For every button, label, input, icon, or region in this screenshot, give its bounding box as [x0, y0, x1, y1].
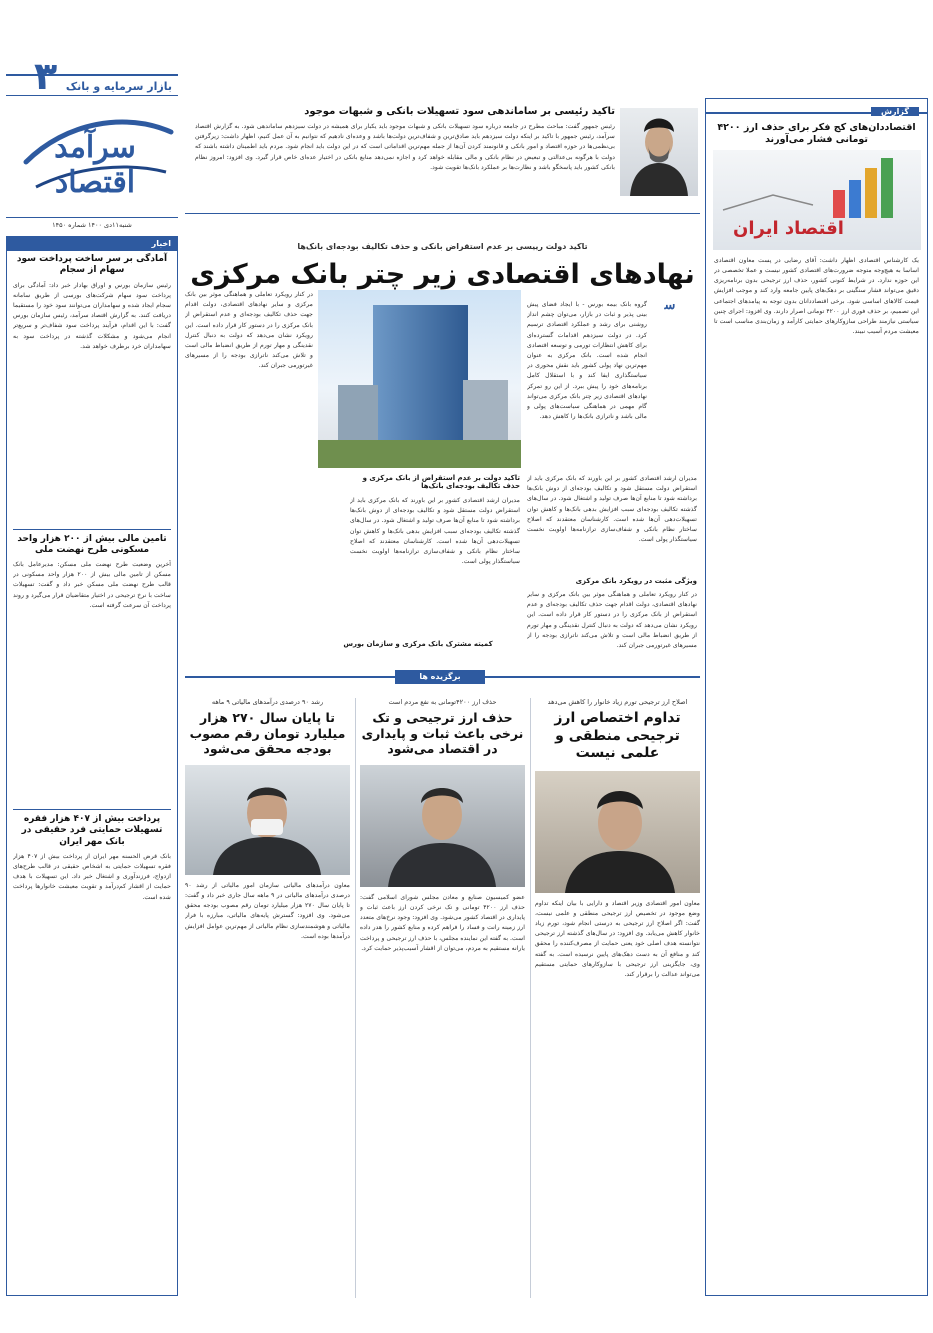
- report-image-caption: اقتصاد ایران: [733, 217, 844, 239]
- top-story-body: رئیس جمهور گفت: مباحث مطرح در جامعه درباره سود تسهیلات بانکی و شبهات موجود باید یکبار برای همیشه در دولت سیزدهم ساماندهی شود. به گزارش اقتصاد سرآمد، رئیس جمهور با تاکید بر اینکه دولت سیزدهم باید صادق‌ترین و شفاف‌ترین دولت‌ها باشد و وعده‌ای نادهیم که نتوانیم به آن عمل کنیم، اظهار داشت: زیرگرفتن بی‌نظمی‌ها در حوزه اقتصاد و امور بانکی و قانونمند کردن آن‌ها از جمله مهم‌ترین اقداماتی است که در این دولت باید انجام شود. مردم باید اطمینان داشته باشند که دولت با هرگونه بی‌عدالتی و تبعیض در نظام بانکی و مالی مقابله خواهد کرد و اجازه نمی‌دهد منابع بانکی در اختیار عده‌ای خاص قرار گیرد. وی افزود: امروز نظام بانکی کشور باید پاسخگو باشد و نظارت‌ها بر عملکرد بانک‌ها تقویت شود.: [195, 123, 615, 171]
- report-image: [713, 150, 921, 250]
- report-column: [705, 98, 928, 1296]
- main-body-col1: گروه بانک بیمه بورس - با ایجاد فضای پیش بینی پذیر و ثبات در بازار، می‌توان چشم انداز روشنی برای رشد و عملکرد اقتصادی ترسیم کرد. در دولت سیزدهم اقدامات گسترده‌ای برای کاهش انتظارات تورمی و توسعه اقتصادی انجام شده است. بانک مرکزی به عنوان مهم‌ترین نهاد پولی کشور باید نقش محوری در سیاستگذاری ایفا کند و با استقلال کامل برنامه‌های خود را پیش ببرد. از این رو تمرکز نهادهای اقتصادی زیر چتر بانک مرکزی می‌تواند گام مهمی در هماهنگی سیاست‌های پولی و مالی باشد و ناترازی بانک‌ها را کاهش دهد.: [527, 301, 647, 421]
- main-kicker: تاکید دولت رییسی بر عدم استقراض بانکی و حذف تکالیف بودجه‌ای بانک‌ها: [297, 242, 588, 251]
- news-item-body: آخرین وضعیت طرح نهضت ملی مسکن: مدیرعامل بانک مسکن از تامین مالی بیش از ۲۰۰ هزار واحد مسکونی در قالب طرح نهضت ملی مسکن خبر داد و گفت: تسهیلات ساخت با نرخ ترجیحی در اختیار متقاضیان قرار می‌گیرد و روند پرداخت آن سرعت گرفته است.: [13, 561, 171, 609]
- news-label: اخبار: [151, 239, 171, 248]
- top-story[interactable]: [185, 98, 700, 210]
- page-number: ۳: [34, 54, 58, 98]
- featured-header: [185, 672, 700, 690]
- news-item-body: بانک قرض الحسنه مهر ایران از پرداخت بیش از ۴۰۷ هزار فقره تسهیلات حمایتی به اشخاص حقیقی در قالب طرح‌های ازدواج، فرزندآوری و اشتغال خبر داد. این تسهیلات با هدف حمایت از اقشار کم‌درآمد و تقویت معیشت خانوارها پرداخت شده است.: [13, 852, 171, 901]
- logo: [6, 102, 178, 212]
- report-label: گزارش: [871, 107, 919, 116]
- featured-photo: [185, 765, 350, 875]
- main-headline: نهادهای اقتصادی زیر چتر بانک مرکزی: [190, 259, 695, 290]
- main-body-col5: مدیران ارشد اقتصادی کشور بر این باورند که بانک مرکزی باید از استقراض دولت مستقل شود و تکالیف بودجه‌ای از دوش بانک‌ها برداشته شود تا منابع آن‌ها صرف تولید و اشتغال شود. در سال‌های گذشته تکالیف بودجه‌ای سبب افزایش بدهی بانک‌ها و کاهش توان تسهیلات‌دهی آن‌ها شده است. کارشناسان معتقدند که اصلاح ساختار نظام بانکی و شفاف‌سازی ترازنامه‌ها اولویت نخست سیاستگذار پولی است.: [350, 497, 520, 566]
- logo-text: سرآمد اقتصاد: [54, 130, 136, 200]
- featured-label: برگزیده ها: [395, 670, 485, 684]
- subhead-1: ویژگی مثبت در رویکرد بانک مرکزی: [575, 577, 697, 585]
- featured-title: تا پایان سال ۲۷۰ هزار میلیارد تومان رقم مصوب بودجه محقق می‌شود: [189, 710, 346, 757]
- top-story-title: تاکید رئیسی بر ساماندهی سود تسهیلات بانکی و شبهات موجود: [304, 106, 615, 117]
- news-item-body: رئیس سازمان بورس و اوراق بهادار خبر داد: آمادگی برای پرداخت سود سهام شرکت‌های بورسی از طریق سامانه سجام ایجاد شده و سهامداران می‌توانند سود خود را مستقیما دریافت کنند. به گزارش اقتصاد سرآمد، رئیس سازمان بورس گفت: با این اقدام، فرآیند پرداخت سود شفاف‌تر و سریع‌تر انجام می‌شود و مشکلات گذشته در پرداخت سود به سهامداران خرد برطرف خواهد شد.: [13, 281, 171, 350]
- news-item-title: آمادگی بر سر ساخت پرداخت سود سهام از سجام: [16, 254, 168, 276]
- featured-photo: [535, 771, 700, 893]
- report-headline: اقتصاددان‌های کج فکر برای حذف ارز ۴۲۰۰ تومانی فشار می‌آورند: [717, 122, 916, 145]
- subhead-2: تاکید دولت بر عدم استقراض از بانک مرکزی و حذف تکالیف بودجه‌ای بانک‌ها: [362, 474, 520, 490]
- news-item[interactable]: [7, 530, 177, 810]
- featured-item[interactable]: [185, 698, 350, 1298]
- report-body: یک کارشناس اقتصادی اظهار داشت: آقای رضایی در پست معاون اقتصادی اساسا به هیچ‌وجه متوجه ضرورت‌های اقتصادی کشور نیست و عملا تخصصی در این حوزه ندارد. در شرایط کنونی کشور، حذف ارز ترجیحی بدون برنامه‌ریزی دقیق می‌تواند فشار سنگینی بر دهک‌های پایین جامعه وارد کند و موجب افزایش قیمت کالاهای اساسی شود. برخی اقتصاددانان بدون توجه به پیامدهای اجتماعی این تصمیم، بر حذف فوری ارز ۴۲۰۰ تومانی اصرار دارند. وی افزود: اجرای چنین سیاستی نیازمند طراحی سازوکارهای حمایتی کارآمد و زمان‌بندی مناسب است تا معیشت مردم آسیب نبیند.: [714, 256, 919, 336]
- news-item[interactable]: [7, 251, 177, 529]
- featured-kicker: اصلاح ارز ترجیحی تورم زیاد خانوار را کاهش می‌دهد: [547, 698, 688, 706]
- section-bar: [6, 54, 178, 98]
- section-title: بازار سرمایه و بانک: [65, 80, 172, 93]
- featured-photo: [360, 765, 525, 887]
- subhead-3: کمیته مشترک بانک مرکزی و سازمان بورس: [343, 640, 493, 648]
- issue-line: شنبه۱۱دی ۱۴۰۰ شماره ۱۴۵۰: [6, 217, 178, 229]
- news-item-title: پرداخت بیش از ۴۰۷ هزار فقره تسهیلات حمایتی فرد حقیقی در بانک مهر ایران: [21, 814, 163, 847]
- main-body-col4: در کنار رویکرد تعاملی و هماهنگی موثر بین بانک مرکزی و سایر نهادهای اقتصادی، دولت اقدام جهت حذف تکالیف بودجه‌ای و عدم استقراض از بانک مرکزی را در دستور کار قرار داده است. این رویکرد نشان می‌دهد که دولت به دنبال کنترل نقدینگی و مهار تورم از طریق انضباط مالی است و تلاش می‌کند ناترازی بودجه را از مسیرهای غیرتورمی جبران کند.: [185, 291, 313, 370]
- featured-title: تداوم اختصاص ارز ترجیحی منطقی و علمی نیست: [554, 710, 681, 761]
- central-bank-photo: [318, 290, 521, 468]
- main-byline-logo: ﺳ: [664, 298, 676, 313]
- featured-item[interactable]: [360, 698, 525, 1298]
- featured-item[interactable]: [535, 698, 700, 1298]
- main-body-col3: در کنار رویکرد تعاملی و هماهنگی موثر بین بانک مرکزی و سایر نهادهای اقتصادی، دولت اقدام جهت حذف تکالیف بودجه‌ای و عدم استقراض از بانک مرکزی را در دستور کار قرار داده است. این رویکرد نشان می‌دهد که دولت به دنبال کنترل نقدینگی و مهار تورم از طریق انضباط مالی است و تلاش می‌کند ناترازی بودجه را از مسیرهای غیرتورمی جبران کند.: [527, 591, 697, 650]
- news-column: [6, 236, 178, 1296]
- news-item-title: تامین مالی بیش از ۲۰۰ هزار واحد مسکونی طرح نهضت ملی: [17, 533, 167, 555]
- main-body-col2: مدیران ارشد اقتصادی کشور بر این باورند که بانک مرکزی باید از استقراض دولت مستقل شود و تکالیف بودجه‌ای از دوش بانک‌ها برداشته شود تا منابع آن‌ها صرف تولید و اشتغال شود. در سال‌های گذشته تکالیف بودجه‌ای سبب افزایش بدهی بانک‌ها و کاهش توان تسهیلات‌دهی آن‌ها شده است. کارشناسان معتقدند که اصلاح ساختار نظام بانکی و شفاف‌سازی ترازنامه‌ها اولویت نخست سیاستگذار پولی است.: [527, 475, 697, 544]
- featured-body: معاون درآمدهای مالیاتی سازمان امور مالیاتی از رشد ۹۰ درصدی درآمدهای مالیاتی در ۹ ماهه سال جاری خبر داد و گفت: تا پایان سال ۲۷۰ هزار میلیارد تومان رقم مصوب بودجه محقق می‌شود. وی افزود: گسترش پایه‌های مالیاتی، مبارزه با فرار مالیاتی و هوشمندسازی نظام مالیاتی از مهم‌ترین عوامل افزایش درآمدها بوده است.: [185, 881, 350, 940]
- news-item[interactable]: [7, 810, 177, 1266]
- featured-kicker: رشد ۹۰ درصدی درآمدهای مالیاتی ۹ ماهه: [211, 698, 324, 706]
- report-label-bar: [706, 99, 927, 114]
- raisi-photo: [620, 108, 698, 196]
- masthead: [6, 54, 178, 233]
- featured-body: معاون امور اقتصادی وزیر اقتصاد و دارایی با بیان اینکه تداوم وضع موجود در تخصیص ارز ترجیحی منطقی و علمی نیست، گفت: اگر اصلاح ارز ترجیحی به درستی انجام شود، تورم زیاد خانوار کاهش می‌یابد. وی افزود: در سال‌های گذشته ارز ترجیحی نتوانسته هدف اصلی خود یعنی حمایت از مصرف‌کننده را محقق کند و منافع آن به دست دهک‌های پایین نرسیده است. به گفته وی، جایگزینی ارز ترجیحی با سازوکارهای حمایتی مستقیم می‌تواند عدالت را برقرار کند.: [535, 899, 700, 978]
- news-label-bar: [7, 237, 177, 251]
- featured-body: عضو کمیسیون صنایع و معادن مجلس شورای اسلامی گفت: حذف ارز ۴۲۰۰ تومانی و تک نرخی کردن ارز باعث ثبات و پایداری در اقتصاد کشور می‌شود. وی افزود: وجود نرخ‌های متعدد ارز زمینه رانت و فساد را فراهم کرده و منابع کشور را هدر داده است. به گفته این نماینده مجلس، با حذف ارز ترجیحی و پرداخت یارانه مستقیم به مردم، می‌توان از اقشار آسیب‌پذیر حمایت کرد.: [360, 893, 525, 952]
- featured-kicker: حذف ارز ۴۲۰۰تومانی به نفع مردم است: [388, 698, 497, 706]
- featured-title: حذف ارز ترجیحی و تک نرخی باعث ثبات و پایداری در اقتصاد می‌شود: [361, 710, 524, 757]
